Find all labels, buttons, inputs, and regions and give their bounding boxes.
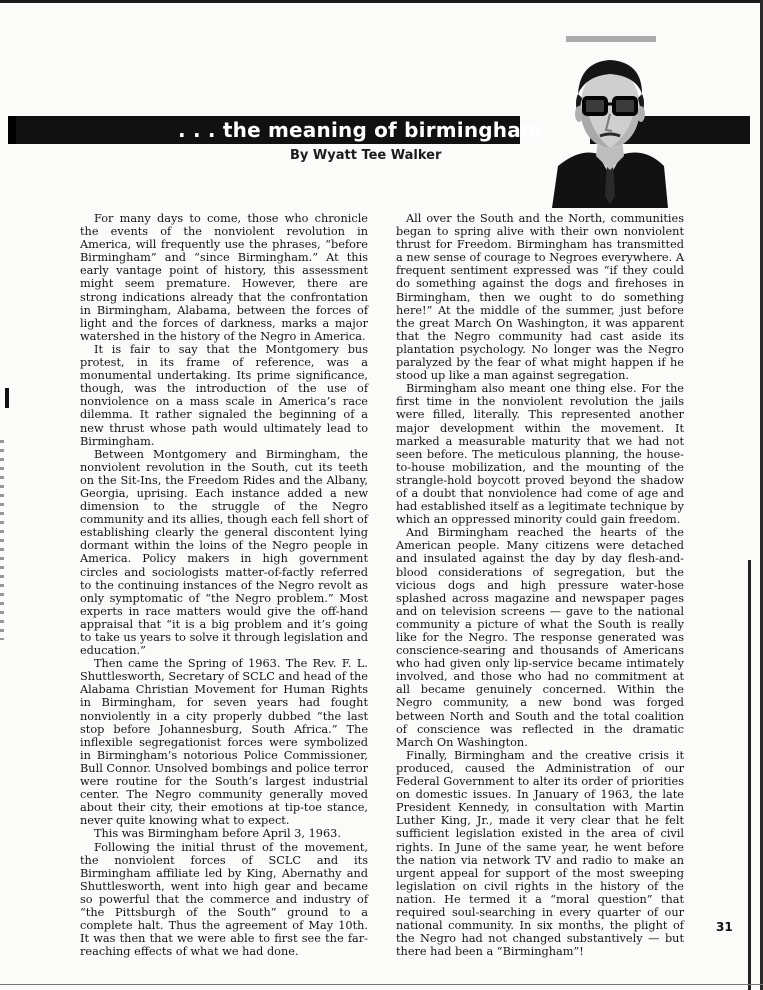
article-column-left <box>80 212 368 958</box>
title-band-left-cap <box>8 116 16 144</box>
paragraph: All over the South and the North, communities began to spring alive with their own nonviolent thrust for Freedom. Birmingham has transmitted a new sense of courage to Negroes everywhere. A frequent sentiment expressed was “if they could do something against the dogs and firehoses in Birmingham, then we ought to do something here!” At the middle of the summer, just before the great March On Washington, it was apparent that the Negro community had cast aside its plantation psychology. No longer was the Negro paralyzed by the fear of what might happen if he stood up like a man against segregation. <box>396 212 684 383</box>
paragraph: This was Birmingham before April 3, 1963. <box>94 827 341 841</box>
scan-left-block <box>5 388 9 408</box>
scan-bottom-rule <box>0 984 763 985</box>
paragraph: It is fair to say that the Montgomery bus protest, in its frame of reference, was a monumental undertaking. Its prime significance, though, was the introduction of the use of nonviolence on a mass scale in America’s race dilemma. It rather signaled the beginning of a new thrust whose path would ultimately lead to Birmingham. <box>80 342 368 448</box>
paragraph: Between Montgomery and Birmingham, the nonviolent revolution in the South, cut its teeth on the Sit-Ins, the Freedom Rides and the Albany, Georgia, uprising. Each instance added a new dimension to the struggle of the Negro community and its allies, though each fell short of establishing clearly the general discontent lying dormant within the loins of the Negro people in America. Policy makers in high government circles and sociologists matter-of-factly referred to the continuing instances of the Negro revolt as only symptomatic of “the Negro problem.” Most experts in race matters would give the off-hand appraisal that “it is a big problem and it’s going to take us years to solve it through legislation and education.” <box>80 447 368 658</box>
article-title: . . . the meaning of birmingham <box>178 118 542 142</box>
paragraph: Then came the Spring of 1963. The Rev. F. L. Shuttlesworth, Secretary of SCLC and head of the Alabama Christian Movement for Human Rights in Birmingham, for seven years had fought nonviolently in a city properly dubbed “the last stop before Johannesburg, South Africa.” The inflexible segregationist forces were symbolized in Birmingham’s notorious Police Commissioner, Bull Connor. Unsolved bombings and police terror were routine for the South’s largest industrial center. The Negro community generally moved about their city, their emotions at tip-toe stance, never quite knowing what to expect. <box>80 657 368 828</box>
paragraph: Finally, Birmingham and the creative crisis it produced, caused the Administration of our Federal Government to alter its order of priorities on domestic issues. In January of 1963, the late President Kennedy, in consultation with Martin Luther King, Jr., made it very clear that he felt sufficient legislation existed in the area of civil rights. In June of the same year, he went before the nation via network TV and radio to make an urgent appeal for support of the most sweeping legislation on civil rights in the history of the nation. He termed it a “moral question” that required soul-searching in every quarter of our national community. In six months, the plight of the Negro had not changed substantively — but there had been a “Birmingham”! <box>396 748 684 959</box>
paragraph: Birmingham also meant one thing else. For the first time in the nonviolent revolution the jails were filled, literally. This represented another major development within the movement. It marked a measurable maturity that we had not seen before. The meticulous planning, the house-to-house mobilization, and the mounting of the strangle-hold boycott proved beyond the shadow of a doubt that nonviolence had come of age and had established itself as a legitimate technique by which an oppressed minority could gain freedom. <box>396 382 684 527</box>
portrait-photo-icon <box>550 36 668 208</box>
article-byline: By Wyatt Tee Walker <box>290 148 442 163</box>
paragraph: Following the initial thrust of the movement, the nonviolent forces of SCLC and its Birmingham affiliate led by King, Abernathy and Shuttlesworth, went into high gear and became so powerful that the commerce and industry of “the Pittsburgh of the South” ground to a complete halt. Thus the agreement of May 10th. It was then that we were able to first see the far-reaching effects of what we had done. <box>80 840 368 959</box>
scan-right-margin-line <box>748 560 751 990</box>
article-column-right <box>396 212 684 958</box>
paragraph: For many days to come, those who chronicle the events of the nonviolent revolution in America, will frequently use the phrases, “before Birmingham” and “since Birmingham.” At this early vantage point of history, this assessment might seem premature. However, there are strong indications already that the confrontation in Birmingham, Alabama, between the forces of light and the forces of darkness, marks a major watershed in the history of the Negro in America. <box>80 212 368 343</box>
scan-left-marks <box>0 440 4 640</box>
author-portrait <box>550 36 668 208</box>
paragraph: And Birmingham reached the hearts of the American people. Many citizens were detached and insulated against the day by day flesh-and-blood considerations of segregation, but the vicious dogs and high pressure water-hose splashed across magazine and newspaper pages and on television screens — gave to the national community a picture of what the South is really like for the Negro. The response generated was conscience-searing and thousands of Americans who had given only lip-service became intimately involved, and those who had no commitment at all became genuinely concerned. Within the Negro community, a new bond was forged between North and South and the total coalition of conscience was reflected in the dramatic March On Washington. <box>396 526 684 749</box>
scan-top-edge <box>0 0 763 3</box>
page-number: 31 <box>716 920 733 934</box>
